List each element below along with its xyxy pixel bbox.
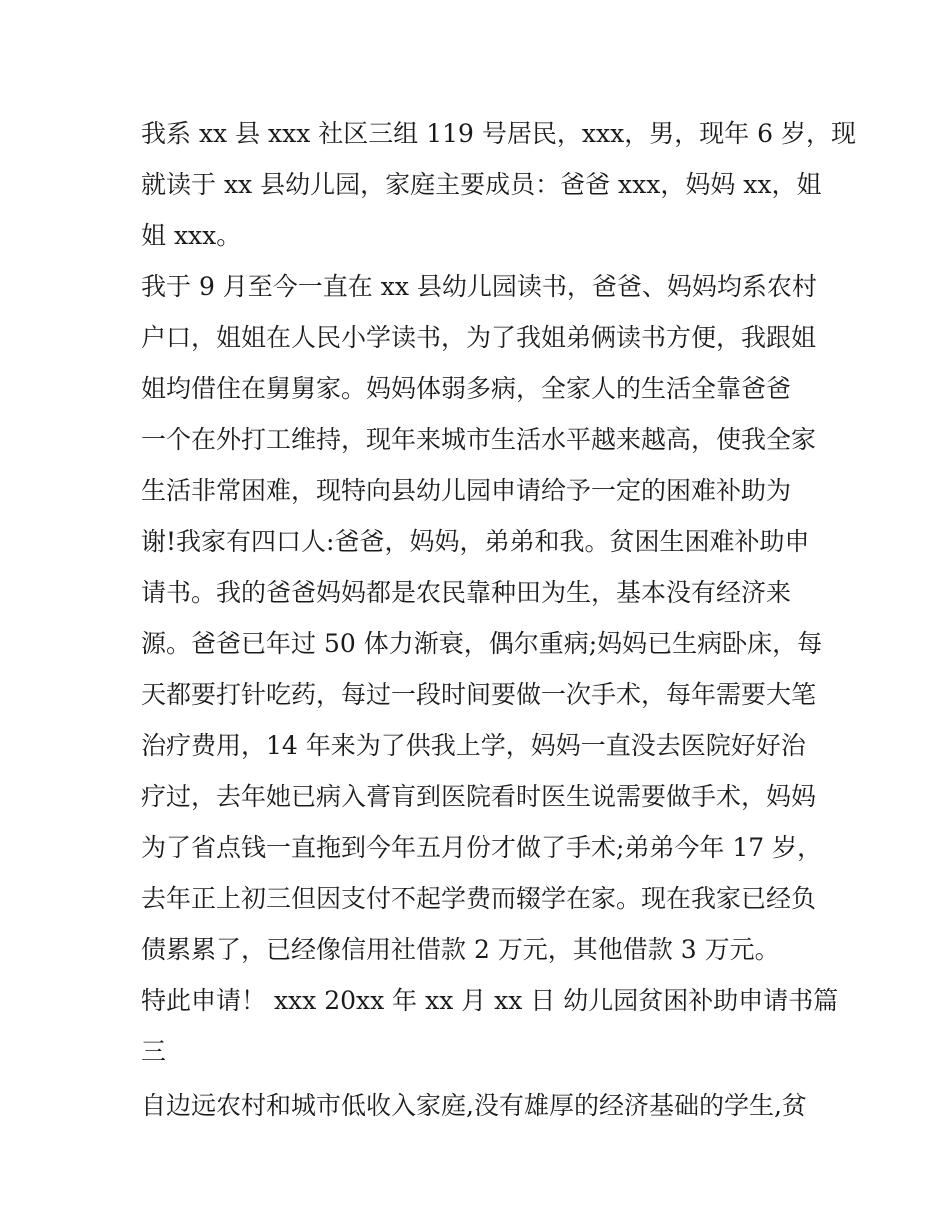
text-line: 源。爸爸已年过 50 体力渐衰，偶尔重病;妈妈已生病卧床，每 <box>141 629 823 658</box>
text-line: 生活非常困难，现特向县幼儿园申请给予一定的困难补助为 <box>141 476 792 505</box>
text-line: 债累累了，已经像信用社借款 2 万元，其他借款 3 万元。 <box>141 935 780 964</box>
text-line: 为了省点钱一直拖到今年五月份才做了手术;弟弟今年 17 岁， <box>141 833 823 862</box>
text-line: 治疗费用，14 年来为了供我上学，妈妈一直没去医院好好治 <box>141 731 806 760</box>
text-line: 特此申请！ xxx 20xx 年 xx 月 xx 日 幼儿园贫困补助申请书篇 <box>141 986 839 1015</box>
text-line: 三 <box>141 1037 167 1066</box>
text-line: 一个在外打工维持，现年来城市生活水平越来越高，使我全家 <box>141 425 817 454</box>
text-line: 我于 9 月至今一直在 xx 县幼儿园读书，爸爸、妈妈均系农村 <box>141 272 817 301</box>
text-line: 姐 xxx。 <box>141 221 242 250</box>
document-body <box>141 108 856 1131</box>
text-line: 谢!我家有四口人:爸爸，妈妈，弟弟和我。贫困生困难补助申 <box>141 527 810 556</box>
text-line: 自边远农村和城市低收入家庭,没有雄厚的经济基础的学生,贫 <box>141 1091 807 1120</box>
text-line: 就读于 xx 县幼儿园，家庭主要成员：爸爸 xxx，妈妈 xx，姐 <box>141 170 822 199</box>
text-line: 我系 xx 县 xxx 社区三组 119 号居民，xxx，男，现年 6 岁，现 <box>141 119 856 148</box>
text-line: 请书。我的爸爸妈妈都是农民靠种田为生，基本没有经济来 <box>141 578 792 607</box>
text-line: 去年正上初三但因支付不起学费而辍学在家。现在我家已经负 <box>141 884 817 913</box>
text-line: 疗过，去年她已病入膏肓到医院看时医生说需要做手术，妈妈 <box>141 782 817 811</box>
text-line: 天都要打针吃药，每过一段时间要做一次手术，每年需要大笔 <box>141 680 817 709</box>
text-line: 姐均借住在舅舅家。妈妈体弱多病，全家人的生活全靠爸爸 <box>141 374 792 403</box>
text-line: 户口，姐姐在人民小学读书，为了我姐弟俩读书方便，我跟姐 <box>141 323 817 352</box>
